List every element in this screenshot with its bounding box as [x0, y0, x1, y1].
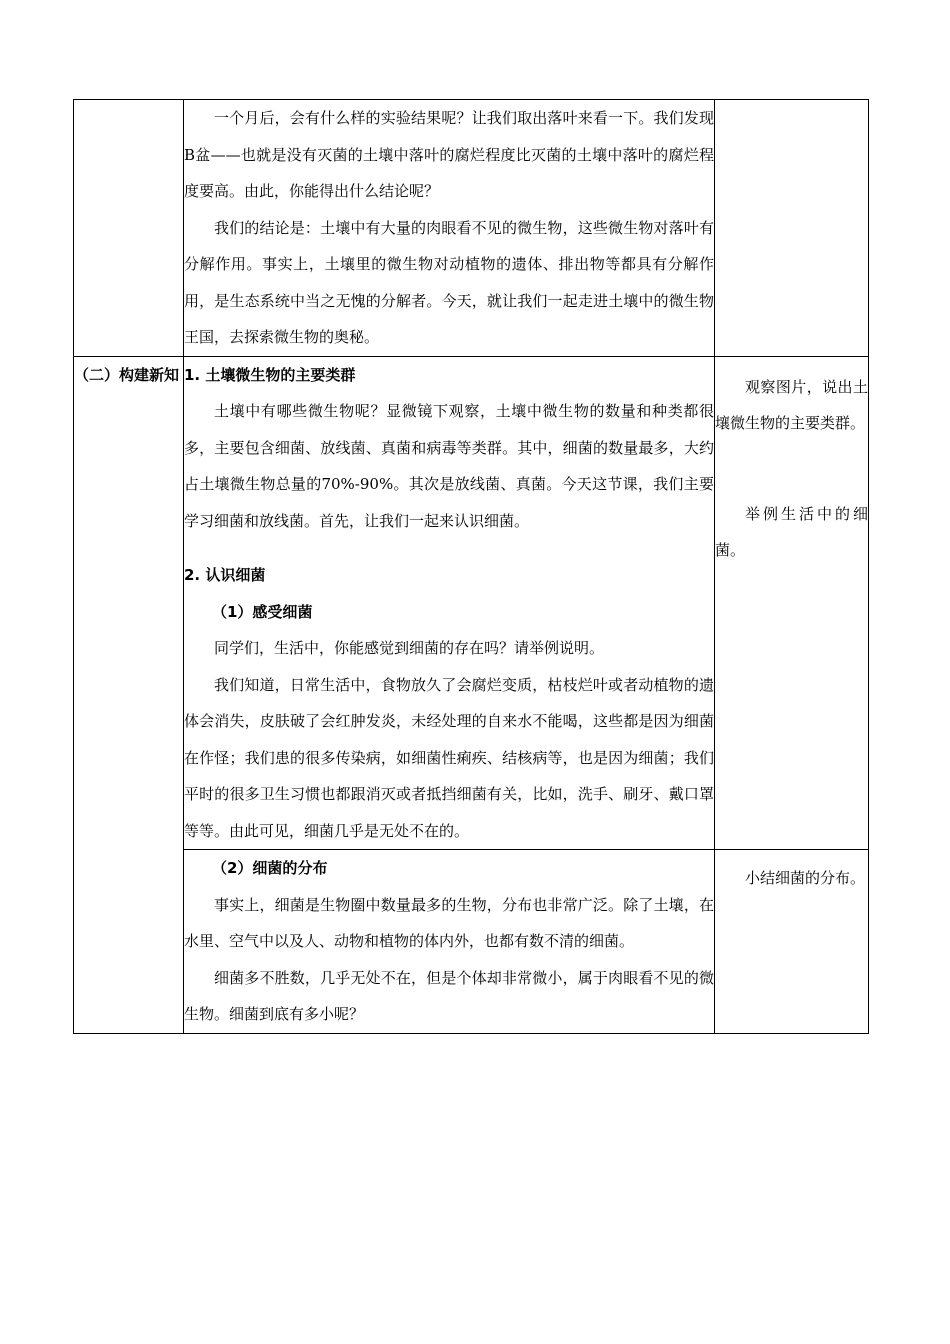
activity-cell — [715, 850, 869, 1034]
activity-cell — [715, 356, 869, 850]
content-cell — [184, 850, 715, 1034]
paragraph: 我们知道，日常生活中，食物放久了会腐烂变质，枯枝烂叶或者动植物的遗体会消失，皮肤破了会红肿发炎，未经处理的自来水不能喝，这些都是因为细菌在作怪；我们患的很多传染病，如细菌性痢疾、结核病等，也是因为细菌；我们平时的很多卫生习惯也都跟消灭或者抵挡细菌有关，比如，洗手、刷牙、戴口罩等等。由此可见，细菌几乎是无处不在的。 — [184, 675, 714, 840]
sub-heading: （1）感受细菌 — [212, 602, 313, 621]
conclusion-paragraph: 我们的结论是：土壤中有大量的肉眼看不见的微生物，这些微生物对落叶有分解作用。事实上，土壤里的微生物对动植物的遗体、排出物等都具有分解作用，是生态系统中当之无愧的分解者。今天，就让我们一起走进土壤中的微生物王国，去探索微生物的奥秘。 — [184, 218, 714, 346]
table-row — [74, 100, 869, 357]
paragraph: 土壤中有哪些微生物呢？显微镜下观察，土壤中微生物的数量和种类都很多，主要包含细菌、放线菌、真菌和病毒等类群。其中，细菌的数量最多，大约占土壤微生物总量的70%-90%。其次是放线菌、真菌。今天这节课，我们主要学习细菌和放线菌。首先，让我们一起来认识细菌。 — [184, 402, 714, 530]
section-heading: 2. 认识细菌 — [184, 566, 266, 584]
stage-cell — [74, 356, 184, 1033]
intro-paragraph: 一个月后，会有什么样的实验结果呢？让我们取出落叶来看一下。我们发现B盆——也就是没有灭菌的土壤中落叶的腐烂程度比灭菌的土壤中落叶的腐烂程度要高。由此，你能得出什么结论呢？ — [184, 109, 714, 200]
paragraph: 事实上，细菌是生物圈中数量最多的生物，分布也非常广泛。除了土壤，在水里、空气中以及人、动物和植物的体内外，也都有数不清的细菌。 — [184, 895, 714, 950]
content-cell — [184, 100, 715, 357]
student-activity: 举例生活中的细菌。 — [715, 504, 868, 559]
lesson-plan-table — [73, 99, 869, 1034]
table-row — [74, 850, 869, 1034]
sub-heading: （2）细菌的分布 — [212, 859, 328, 877]
student-activity: 小结细菌的分布。 — [745, 869, 866, 887]
stage-cell — [74, 100, 184, 357]
stage-label: （二）构建新知 — [74, 365, 180, 384]
paragraph: 细菌多不胜数，几乎无处不在，但是个体却非常微小，属于肉眼看不见的微生物。细菌到底有多小呢？ — [184, 968, 714, 1023]
table-row — [74, 356, 869, 850]
student-activity: 观察图片，说出土壤微生物的主要类群。 — [715, 377, 868, 432]
paragraph: 同学们，生活中，你能感觉到细菌的存在吗？请举例说明。 — [214, 639, 605, 657]
section-heading: 1. 土壤微生物的主要类群 — [184, 365, 356, 384]
content-cell — [184, 356, 715, 850]
activity-cell — [715, 100, 869, 357]
